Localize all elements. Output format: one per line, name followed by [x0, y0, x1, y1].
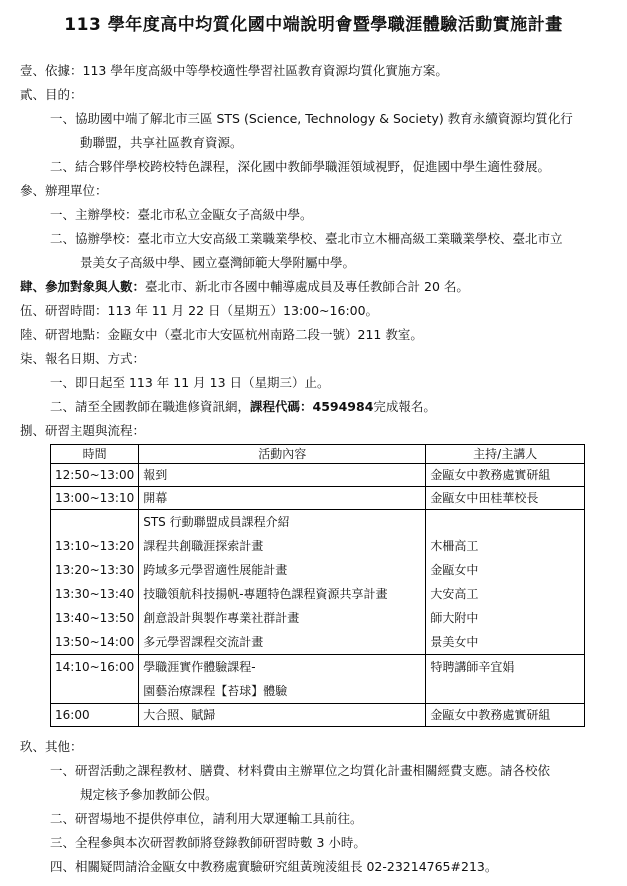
- other-item-4: 四、相關疑問請洽金甌女中教務處實驗研究組黃琬淩組長 02-23214765#213。: [50, 859, 498, 874]
- table-header-row: [51, 445, 585, 464]
- row-contents: [139, 510, 426, 655]
- purpose-heading: 貳、目的：: [20, 87, 83, 102]
- basis-line: 壹、依據：113 學年度高級中等學校適性學習社區教育資源均質化實施方案。: [20, 63, 448, 78]
- session-time: 13:10~13:20: [55, 539, 135, 553]
- session-content: 課程共創職涯探索計畫: [143, 539, 264, 553]
- row-content: 大合照、賦歸: [139, 704, 426, 727]
- row-time: 14:10~16:00: [51, 655, 139, 704]
- other-heading: 玖、其他：: [20, 739, 83, 754]
- sts-intro: STS 行動聯盟成員課程介紹: [143, 515, 290, 529]
- registration-item-2-pre: 二、請至全國教師在職進修資訊網，: [50, 399, 251, 414]
- co-organizers-line-2: 景美女子高級中學、國立臺灣師範大學附屬中學。: [80, 255, 356, 270]
- session-time: 13:20~13:30: [55, 563, 135, 577]
- session-time: 13:30~13:40: [55, 587, 135, 601]
- table-row: [51, 655, 585, 704]
- registration-item-2-post: 完成報名。: [373, 399, 436, 414]
- workshop-line-2: 園藝治療課程【苔球】體驗: [143, 684, 288, 698]
- registration-item-2: [50, 398, 436, 416]
- venue-line: 陸、研習地點：金甌女中（臺北市大安區杭州南路二段一號）211 教室。: [20, 327, 423, 342]
- participants-line: [20, 278, 469, 296]
- time-line: 伍、研習時間：113 年 11 月 22 日（星期五）13:00~16:00。: [20, 303, 379, 318]
- schedule-table: [50, 444, 585, 727]
- co-organizers-line-1: 二、協辦學校：臺北市立大安高級工業職業學校、臺北市立木柵高級工業職業學校、臺北市立: [50, 231, 563, 246]
- row-time: 16:00: [51, 704, 139, 727]
- row-time: 13:00~13:10: [51, 487, 139, 510]
- participants-label: 肆、參加對象與人數：: [20, 279, 146, 294]
- header-time: 時間: [51, 445, 139, 464]
- session-content: 技職領航科技揚帆-專題特色課程資源共享計畫: [143, 587, 388, 601]
- session-time: 13:40~13:50: [55, 611, 135, 625]
- session-content: 多元學習課程交流計畫: [143, 635, 264, 649]
- other-item-1-line-2: 規定核予參加教師公假。: [80, 787, 218, 802]
- session-content: 創意設計與製作專業社群計畫: [143, 611, 300, 625]
- workshop-line-1: 學職涯實作體驗課程-: [143, 660, 256, 674]
- row-host: 金甌女中教務處實研組: [426, 464, 585, 487]
- document-title: 113 學年度高中均質化國中端說明會暨學職涯體驗活動實施計畫: [64, 15, 563, 35]
- purpose-item-2: 二、結合夥伴學校跨校特色課程，深化國中教師學職涯領域視野，促進國中學生適性發展。: [50, 159, 551, 174]
- registration-item-1: 一、即日起至 113 年 11 月 13 日（星期三）止。: [50, 375, 330, 390]
- table-row: [51, 510, 585, 655]
- row-hosts: [426, 510, 585, 655]
- schedule-heading: 捌、研習主題與流程：: [20, 423, 146, 438]
- host-school: 一、主辦學校：臺北市私立金甌女子高級中學。: [50, 207, 313, 222]
- purpose-item-1-line-1: 一、協助國中端了解北市三區 STS (Science, Technology & Society) 教育永續資源均質化行: [50, 111, 573, 126]
- table-row: [51, 704, 585, 727]
- row-content: 開幕: [139, 487, 426, 510]
- session-host: 木柵高工: [430, 539, 479, 553]
- session-time: 13:50~14:00: [55, 635, 135, 649]
- header-content: 活動內容: [139, 445, 426, 464]
- row-time: 12:50~13:00: [51, 464, 139, 487]
- row-content: 報到: [139, 464, 426, 487]
- session-host: 師大附中: [430, 611, 479, 625]
- organizer-heading: 參、辦理單位：: [20, 183, 108, 198]
- other-item-1-line-1: 一、研習活動之課程教材、膳費、材料費由主辦單位之均質化計畫相關經費支應。請各校依: [50, 763, 551, 778]
- session-host: 大安高工: [430, 587, 479, 601]
- participants-text: 臺北市、新北市各國中輔導處成員及專任教師合計 20 名。: [145, 279, 469, 294]
- course-code: 課程代碼：4594984: [250, 399, 374, 414]
- purpose-item-1-line-2: 動聯盟，共享社區教育資源。: [80, 135, 243, 150]
- other-item-3: 三、全程參與本次研習教師將登錄教師研習時數 3 小時。: [50, 835, 366, 850]
- row-content: [139, 655, 426, 704]
- session-host: 金甌女中: [430, 563, 479, 577]
- row-times: [51, 510, 139, 655]
- registration-heading: 柒、報名日期、方式：: [20, 351, 146, 366]
- row-host: 金甌女中田桂華校長: [426, 487, 585, 510]
- table-row: [51, 464, 585, 487]
- session-host: 景美女中: [430, 635, 479, 649]
- session-content: 跨域多元學習適性展能計畫: [143, 563, 288, 577]
- row-host: 金甌女中教務處實研組: [426, 704, 585, 727]
- header-host: 主持/主講人: [426, 445, 585, 464]
- table-row: [51, 487, 585, 510]
- other-item-2: 二、研習場地不提供停車位，請利用大眾運輸工具前往。: [50, 811, 363, 826]
- row-host: 特聘講師辛宜娟: [426, 655, 585, 704]
